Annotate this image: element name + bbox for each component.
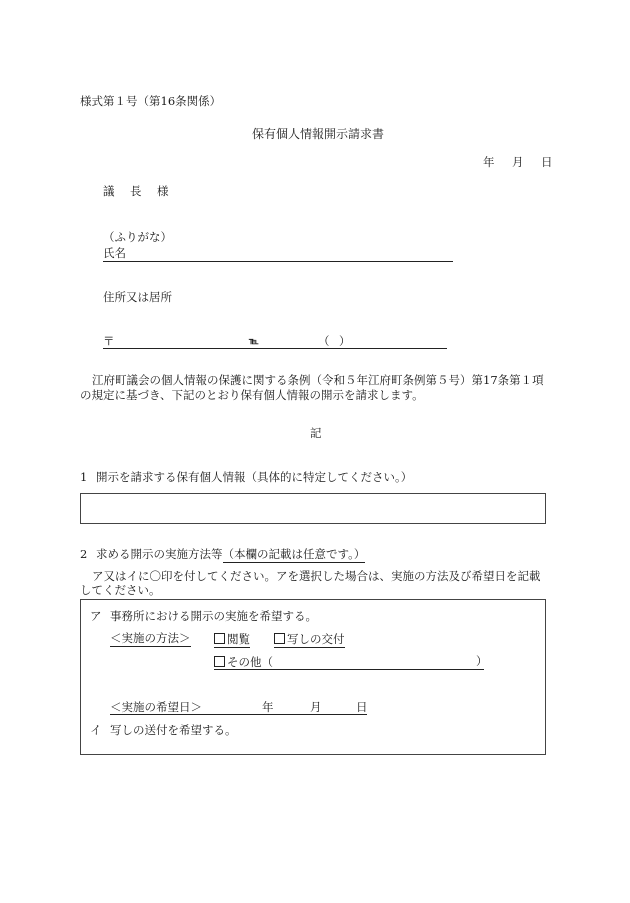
date-label bbox=[110, 702, 202, 714]
name-label: 氏名 bbox=[103, 246, 126, 260]
checkbox-other-icon[interactable] bbox=[214, 656, 225, 667]
ki-heading: 記 bbox=[310, 426, 322, 440]
option-a-text: 事務所における開示の実施を希望する。 bbox=[110, 609, 317, 623]
date-month-label: 月 bbox=[512, 155, 524, 169]
checkbox-copy-icon[interactable] bbox=[274, 633, 285, 644]
tel-paren-open: （ bbox=[318, 334, 330, 348]
furigana-label: （ふりがな） bbox=[103, 230, 172, 244]
section1-heading: 開示を請求する保有個人情報（具体的に特定してください。） bbox=[96, 470, 413, 484]
method-label-text: ＜実施の方法＞ bbox=[110, 631, 191, 645]
checkbox-view-icon[interactable] bbox=[214, 633, 225, 644]
section2-number: 2 bbox=[80, 547, 88, 561]
wish-day-label: 日 bbox=[356, 700, 368, 714]
form-number: 様式第１号（第16条関係） bbox=[80, 94, 222, 108]
section2-heading-note: （本欄の記載は任意です。） bbox=[222, 547, 366, 561]
option-b-marker[interactable]: イ bbox=[90, 723, 102, 737]
section2-heading-text: 求める開示の実施方法等 bbox=[96, 547, 223, 561]
page-title: 保有個人情報開示請求書 bbox=[252, 127, 385, 141]
section2-instruction-line1: ア又はイに〇印を付してください。アを選択した場合は、実施の方法及び希望日を記載 bbox=[92, 569, 541, 583]
choice-copy[interactable] bbox=[274, 633, 345, 646]
method-label bbox=[110, 633, 191, 645]
tel-icon: ℡ bbox=[249, 337, 259, 347]
address-input-line[interactable] bbox=[103, 348, 447, 349]
wish-year-label: 年 bbox=[262, 700, 274, 714]
choice-view[interactable] bbox=[214, 633, 250, 646]
date-year-label: 年 bbox=[483, 155, 495, 169]
section1-number: 1 bbox=[80, 470, 88, 484]
other-input-line[interactable] bbox=[214, 669, 484, 670]
other-paren-open: （ bbox=[261, 655, 273, 669]
date-day-label: 日 bbox=[541, 155, 553, 169]
addressee-honorific: 様 bbox=[157, 184, 169, 198]
option-b-text: 写しの送付を希望する。 bbox=[110, 723, 237, 737]
body-text-line1: 江府町議会の個人情報の保護に関する条例（令和５年江府町条例第５号）第17条第１項 bbox=[92, 373, 544, 387]
addressee-name: 議 長 bbox=[103, 184, 144, 198]
address-label: 住所又は居所 bbox=[103, 290, 172, 304]
name-input-line[interactable] bbox=[103, 261, 453, 262]
other-paren-close: ） bbox=[476, 654, 488, 668]
choice-view-label: 閲覧 bbox=[227, 632, 250, 646]
postal-mark: 〒 bbox=[103, 334, 115, 348]
choice-copy-label: 写しの交付 bbox=[287, 632, 345, 646]
section2-instruction-line2: してください。 bbox=[80, 583, 161, 597]
option-a-marker[interactable]: ア bbox=[90, 609, 102, 623]
choice-other-label: その他 bbox=[227, 655, 262, 669]
wish-date-input-line[interactable] bbox=[110, 714, 367, 715]
date-label-text: ＜実施の希望日＞ bbox=[110, 700, 202, 714]
tel-paren-close: ） bbox=[339, 334, 351, 348]
choice-other[interactable] bbox=[214, 656, 273, 669]
section2-heading bbox=[96, 549, 365, 561]
section1-input-box[interactable] bbox=[80, 493, 546, 524]
body-text-line2: の規定に基づき、下記のとおり保有個人情報の開示を請求します。 bbox=[80, 388, 424, 402]
wish-month-label: 月 bbox=[310, 700, 322, 714]
